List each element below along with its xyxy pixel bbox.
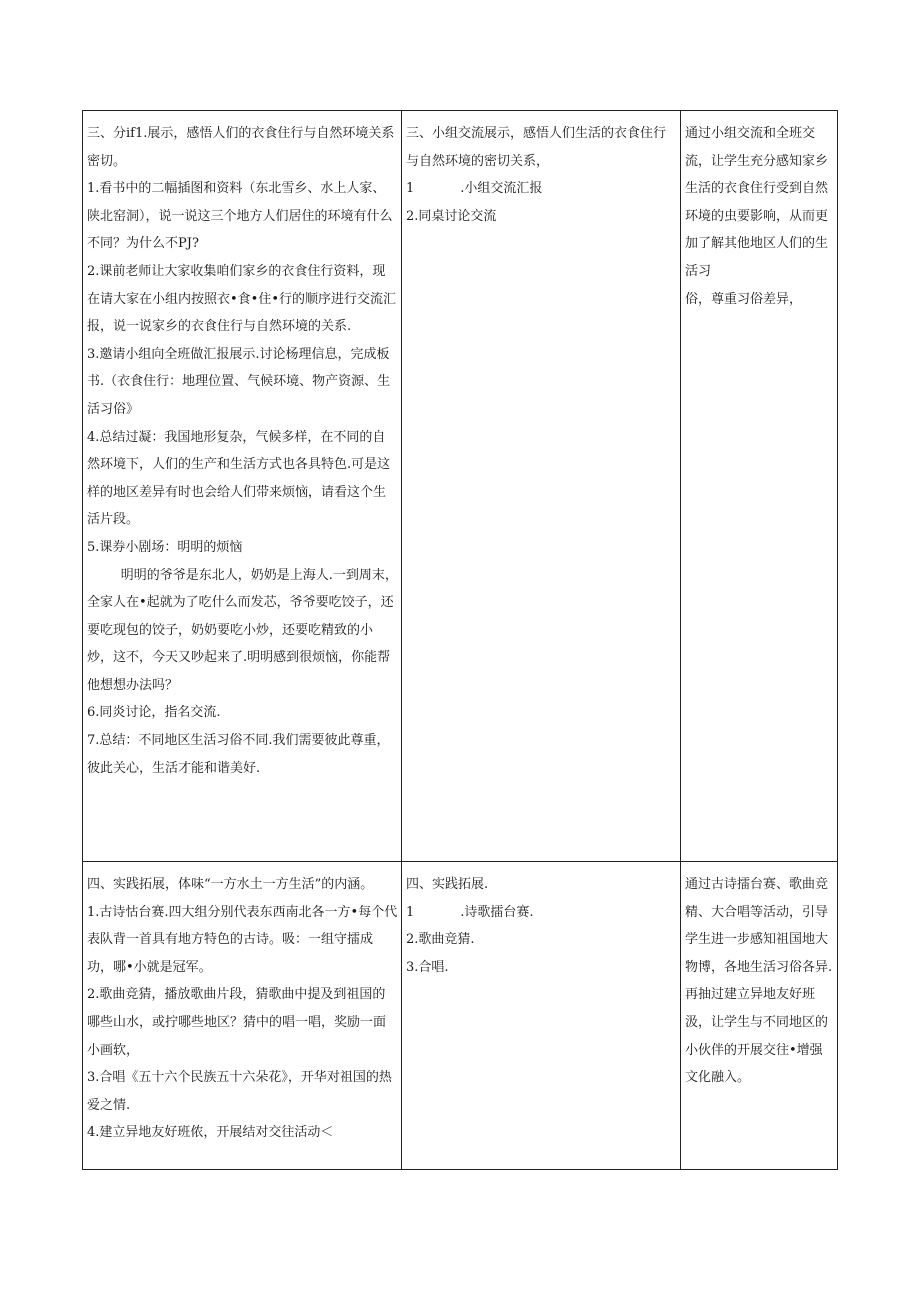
activity-heading: 三、分if1.展示，感悟人们的衣食住行与自然环境关系密切。 bbox=[87, 126, 395, 169]
teacher-activities-cell bbox=[83, 111, 402, 862]
intent-text: 通过古诗擂台赛、歌曲竞精、大合唱等活动，引导学生进一步感知祖国地大物博，各地生活习俗各异.再抽过建立异地友好班汲，让学生与不同地区的小伙伴的开展交往•增强文化融入。 bbox=[685, 877, 833, 1086]
student-heading: 三、小组交流展示，感悟人们生活的衣食住行与自然环境的密切关系， bbox=[406, 126, 667, 169]
item-number: 1 bbox=[406, 904, 415, 920]
intent-text: 俗，尊重习俗差异， bbox=[685, 291, 803, 307]
student-item bbox=[406, 899, 677, 927]
student-activities-cell bbox=[402, 111, 681, 862]
table-row bbox=[83, 111, 838, 862]
student-activities-cell bbox=[402, 862, 681, 1170]
activity-item: 4.建立异地友好班侬，开展结对交往活动＜ bbox=[87, 1125, 334, 1141]
student-heading: 四、实践拓展. bbox=[406, 877, 489, 892]
item-text: .诗歌擂台赛. bbox=[460, 904, 534, 920]
activity-item: 5.课券小剧场：明明的烦恼 bbox=[87, 539, 243, 555]
activity-item: 6.同炎讨论，指名交流. bbox=[87, 705, 221, 721]
design-intent-cell bbox=[681, 111, 838, 862]
student-item: 2.同桌讨论交流 bbox=[406, 208, 497, 224]
item-text: .小组交流汇报 bbox=[460, 181, 543, 197]
teacher-activities-cell bbox=[83, 862, 402, 1170]
activity-item: 7.总结：不同地区生活习俗不同.我们需要彼此尊重，彼此关心，生活才能和谐美好. bbox=[87, 733, 390, 776]
design-intent-cell bbox=[681, 862, 838, 1170]
activity-heading: 四、实践拓展，体味“一方水土一方生活”的内涵。 bbox=[87, 877, 374, 892]
student-item bbox=[406, 175, 677, 203]
activity-item: 1.看书中的二幅插图和资料（东北雪乡、水上人家、陕北窑洞），说一说这三个地方人们居住的环境有什么不同？为什么不PJ? bbox=[87, 181, 393, 252]
item-number: 1 bbox=[406, 181, 415, 197]
activity-item: 3.合唱《五十六个民族五十六朵花》，开华对祖国的热爱之情. bbox=[87, 1070, 392, 1113]
activity-item: 2.课前老师让大家收集咱们家乡的衣食住行资料，现在请大家在小组内按照衣•食•住•行的顺序进行交流汇报，说一说家乡的衣食住行与自然环境的关系. bbox=[87, 263, 397, 335]
story-paragraph: 明明的爷爷是东北人，奶奶是上海人.一到周末，全家人在•起就为了吃什么而发芯，爷爷要吃饺子，还要吃现包的饺子，奶奶要吃小炒，还要吃精致的小炒，这不，今天又吵起来了.明明感到很烦恼，你能帮他想想办法吗？ bbox=[87, 567, 398, 693]
table-row bbox=[83, 862, 838, 1170]
intent-text: 通过小组交流和全班交流，让学生充分感知家乡生活的衣食住行受到自然环境的虫要影响，从而更加了解其他地区人们的生活习 bbox=[685, 126, 829, 279]
activity-item: 1.古诗怙台赛.四大组分别代表东西南北各一方•每个代表队背一首具有地方特色的古诗。吸：一组守擂成功，哪•小就是冠军。 bbox=[87, 904, 398, 975]
student-item: 2.歌曲竞猜. bbox=[406, 932, 475, 948]
activity-item: 4.总结过凝：我国地形复杂，气候多样，在不同的自然环境下，人们的生产和生活方式也各具特色.可是这样的地区差异有时也会给人们带来烦恼，请看这个生活片段。 bbox=[87, 429, 391, 528]
student-item: 3.合唱. bbox=[406, 959, 449, 975]
activity-item: 3.邀请小组向全班做汇报展示.讨论杨理信息，完成板书.（衣食住行：地理位置、气候环境、物产资源、生活习俗》 bbox=[87, 346, 391, 417]
lesson-plan-table bbox=[82, 110, 838, 1170]
activity-item: 2.歌曲竞猜，播放歌曲片段，猜歌曲中提及到祖国的哪些山水，或拧哪些地区？猜中的唱一唱，奖励一面小画软， bbox=[87, 987, 387, 1058]
